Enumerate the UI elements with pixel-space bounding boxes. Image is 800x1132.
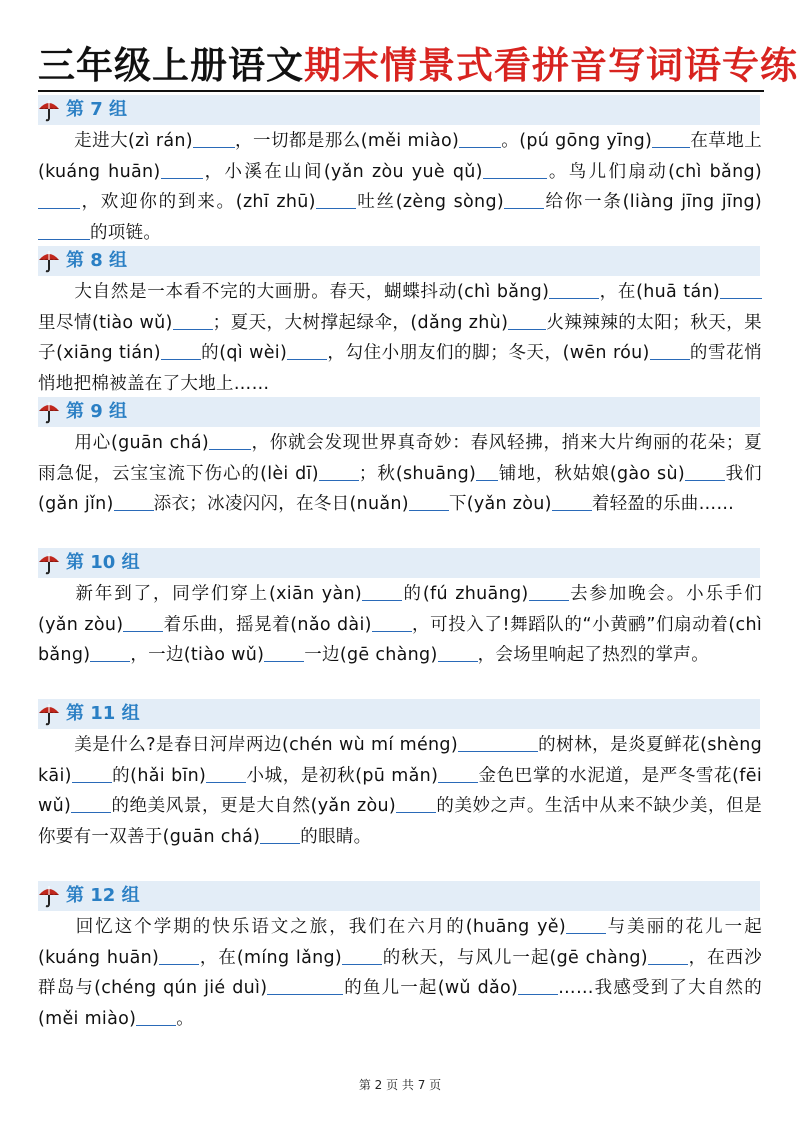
text-segment: 的树林，是炎夏鲜花(shèng kāi) — [38, 735, 762, 786]
answer-blank[interactable] — [552, 492, 592, 511]
answer-blank[interactable] — [652, 129, 690, 148]
text-segment: 的鱼儿一起(wǔ dǎo) — [343, 978, 519, 998]
text-segment: 添衣；冰凌闪闪，在冬日(nuǎn) — [153, 494, 409, 514]
answer-blank[interactable] — [362, 582, 402, 601]
text-segment: ，一切都是那么(měi miào) — [234, 131, 460, 151]
text-segment: 的美妙之声。生活中从来不缺少美，但是你要有一双善于(guān chá) — [38, 796, 762, 847]
answer-blank[interactable] — [529, 582, 569, 601]
answer-blank[interactable] — [504, 190, 544, 209]
text-segment: 铺地，秋姑娘(gào sù) — [498, 463, 685, 484]
group-header-8 — [38, 246, 760, 276]
page-number: 第 2 页 共 7 页 — [358, 1078, 442, 1092]
text-segment: ，一边(tiào wǔ) — [130, 645, 265, 665]
text-segment: 。鸟儿们扇动(chì bǎng) — [546, 161, 763, 182]
text-segment: 美是什么?是春日河岸两边(chén wù mí méng) — [74, 735, 458, 755]
group-header-9 — [38, 397, 760, 427]
answer-blank[interactable] — [287, 341, 327, 360]
answer-blank[interactable] — [264, 643, 304, 662]
text-segment: 与美丽的花儿一起(kuáng huān) — [38, 917, 762, 968]
text-segment: ；夏天，大树撑起绿伞，(dǎng zhù) — [212, 312, 509, 333]
text-segment: 大自然是一本看不完的大画册。春天，蝴蝶抖动(chì bǎng) — [74, 282, 550, 302]
answer-blank[interactable] — [123, 613, 163, 632]
text-segment: 的雪花悄悄地把棉被盖在了大地上…… — [38, 343, 762, 394]
answer-blank[interactable] — [161, 160, 203, 179]
answer-blank[interactable] — [342, 946, 382, 965]
answer-blank[interactable] — [685, 462, 725, 481]
answer-blank[interactable] — [206, 764, 246, 783]
answer-blank[interactable] — [372, 613, 412, 632]
text-segment: 的(fú zhuāng) — [402, 584, 529, 604]
answer-blank[interactable] — [161, 341, 201, 360]
answer-blank[interactable] — [720, 280, 762, 299]
answer-blank[interactable] — [267, 976, 343, 995]
text-segment: ，你就会发现世界真奇妙：春风轻拂，捎来大片绚丽的花朵；夏雨急促，云宝宝流下伤心的(lèi dī) — [38, 433, 762, 484]
text-segment: 的(qì wèi) — [200, 343, 288, 363]
title-underline — [38, 90, 764, 92]
answer-blank[interactable] — [193, 129, 235, 148]
group-7-paragraph — [38, 126, 762, 248]
answer-blank[interactable] — [38, 221, 90, 240]
group-title: 第 8 组 — [66, 250, 128, 271]
group-header-12 — [38, 881, 760, 911]
answer-blank[interactable] — [476, 462, 498, 481]
group-8-paragraph — [38, 277, 762, 399]
text-segment: 下(yǎn zòu) — [448, 494, 552, 514]
answer-blank[interactable] — [396, 794, 436, 813]
group-10-paragraph — [38, 579, 762, 671]
text-segment: 回忆这个学期的快乐语文之旅，我们在六月的(huāng yě) — [74, 917, 566, 937]
answer-blank[interactable] — [90, 643, 130, 662]
answer-blank[interactable] — [483, 160, 547, 179]
text-segment: 在草地上(kuáng huān) — [38, 131, 762, 182]
answer-blank[interactable] — [319, 462, 359, 481]
text-segment: 吐丝(zèng sòng) — [355, 192, 504, 212]
umbrella-icon — [38, 98, 60, 122]
answer-blank[interactable] — [566, 915, 606, 934]
group-title: 第 12 组 — [66, 885, 140, 906]
answer-blank[interactable] — [316, 190, 356, 209]
text-segment: ；秋(shuāng) — [358, 463, 477, 484]
text-segment: 的(hǎi bīn) — [111, 765, 207, 786]
text-segment: 火辣辣辣的太阳；秋天，果子(xiāng tián) — [38, 312, 762, 363]
text-segment: 的项链。 — [90, 222, 162, 243]
group-title: 第 10 组 — [66, 552, 140, 573]
answer-blank[interactable] — [518, 976, 558, 995]
answer-blank[interactable] — [38, 190, 80, 209]
umbrella-icon — [38, 702, 60, 726]
umbrella-icon — [38, 551, 60, 575]
text-segment: ，会场里响起了热烈的掌声。 — [477, 645, 709, 665]
answer-blank[interactable] — [409, 492, 449, 511]
answer-blank[interactable] — [438, 643, 478, 662]
text-segment: 用心(guān chá) — [74, 433, 210, 453]
text-segment: 里尽情(tiào wǔ) — [38, 312, 173, 333]
text-segment: 。 — [176, 1008, 195, 1029]
answer-blank[interactable] — [71, 794, 111, 813]
umbrella-icon — [38, 400, 60, 424]
title-red-part: 期末情景式看拼音写词语专练 — [304, 43, 798, 87]
answer-blank[interactable] — [260, 825, 300, 844]
text-segment: 的绝美风景，更是大自然(yǎn zòu) — [111, 796, 397, 816]
text-segment: 着乐曲，摇晃着(nǎo dài) — [163, 614, 372, 635]
umbrella-icon — [38, 884, 60, 908]
title-black-part: 三年级上册语文 — [38, 43, 304, 87]
group-9-paragraph — [38, 428, 762, 520]
text-segment: ，小溪在山间(yǎn zòu yuè qǔ) — [202, 161, 483, 182]
answer-blank[interactable] — [438, 764, 478, 783]
group-title: 第 7 组 — [66, 99, 128, 120]
group-11-paragraph — [38, 730, 762, 852]
answer-blank[interactable] — [508, 311, 546, 330]
answer-blank[interactable] — [114, 492, 154, 511]
group-12-paragraph — [38, 912, 762, 1034]
text-segment: ，可投入了!舞蹈队的“小黄鹂”们扇动着(chì bǎng) — [38, 614, 763, 665]
answer-blank[interactable] — [459, 129, 501, 148]
umbrella-icon — [38, 249, 60, 273]
answer-blank[interactable] — [136, 1007, 176, 1026]
answer-blank[interactable] — [648, 946, 688, 965]
answer-blank[interactable] — [72, 764, 112, 783]
text-segment: 一边(gē chàng) — [304, 645, 438, 665]
text-segment: 给你一条(liàng jīng jīng) — [544, 192, 763, 212]
answer-blank[interactable] — [650, 341, 690, 360]
text-segment: 小城，是初秋(pū mǎn) — [246, 765, 439, 786]
text-segment: 的秋天，与风儿一起(gē chàng) — [382, 947, 648, 968]
group-header-7 — [38, 95, 760, 125]
text-segment: 我们(gǎn jǐn) — [38, 463, 762, 514]
text-segment: ，在西沙群岛与(chéng qún jié duì) — [38, 947, 763, 998]
group-header-11 — [38, 699, 760, 729]
text-segment: 。(pú gōng yīng) — [501, 131, 653, 151]
text-segment: 的眼睛。 — [300, 826, 372, 847]
answer-blank[interactable] — [458, 733, 538, 752]
page-title — [38, 40, 798, 90]
group-title: 第 11 组 — [66, 703, 140, 724]
text-segment: 着轻盈的乐曲…… — [591, 494, 735, 514]
answer-blank[interactable] — [159, 946, 199, 965]
text-segment: 走进大(zì rán) — [74, 131, 193, 151]
group-title: 第 9 组 — [66, 401, 128, 422]
text-segment: 去参加晚会。小乐手们(yǎn zòu) — [38, 584, 762, 635]
text-segment: ……我感受到了大自然的(měi miào) — [38, 978, 762, 1029]
answer-blank[interactable] — [549, 280, 599, 299]
answer-blank[interactable] — [173, 311, 213, 330]
answer-blank[interactable] — [209, 431, 251, 450]
text-segment: ，在(huā tán) — [599, 282, 721, 302]
group-header-10 — [38, 548, 760, 578]
text-segment: 金色巴掌的水泥道，是严冬雪花(fēi wǔ) — [38, 765, 762, 816]
text-segment: ，在(míng lǎng) — [199, 947, 343, 968]
text-segment: ，勾住小朋友们的脚；冬天，(wēn róu) — [327, 343, 650, 363]
text-segment: ，欢迎你的到来。(zhī zhū) — [80, 192, 316, 212]
text-segment: 新年到了，同学们穿上(xiān yàn) — [74, 584, 362, 604]
